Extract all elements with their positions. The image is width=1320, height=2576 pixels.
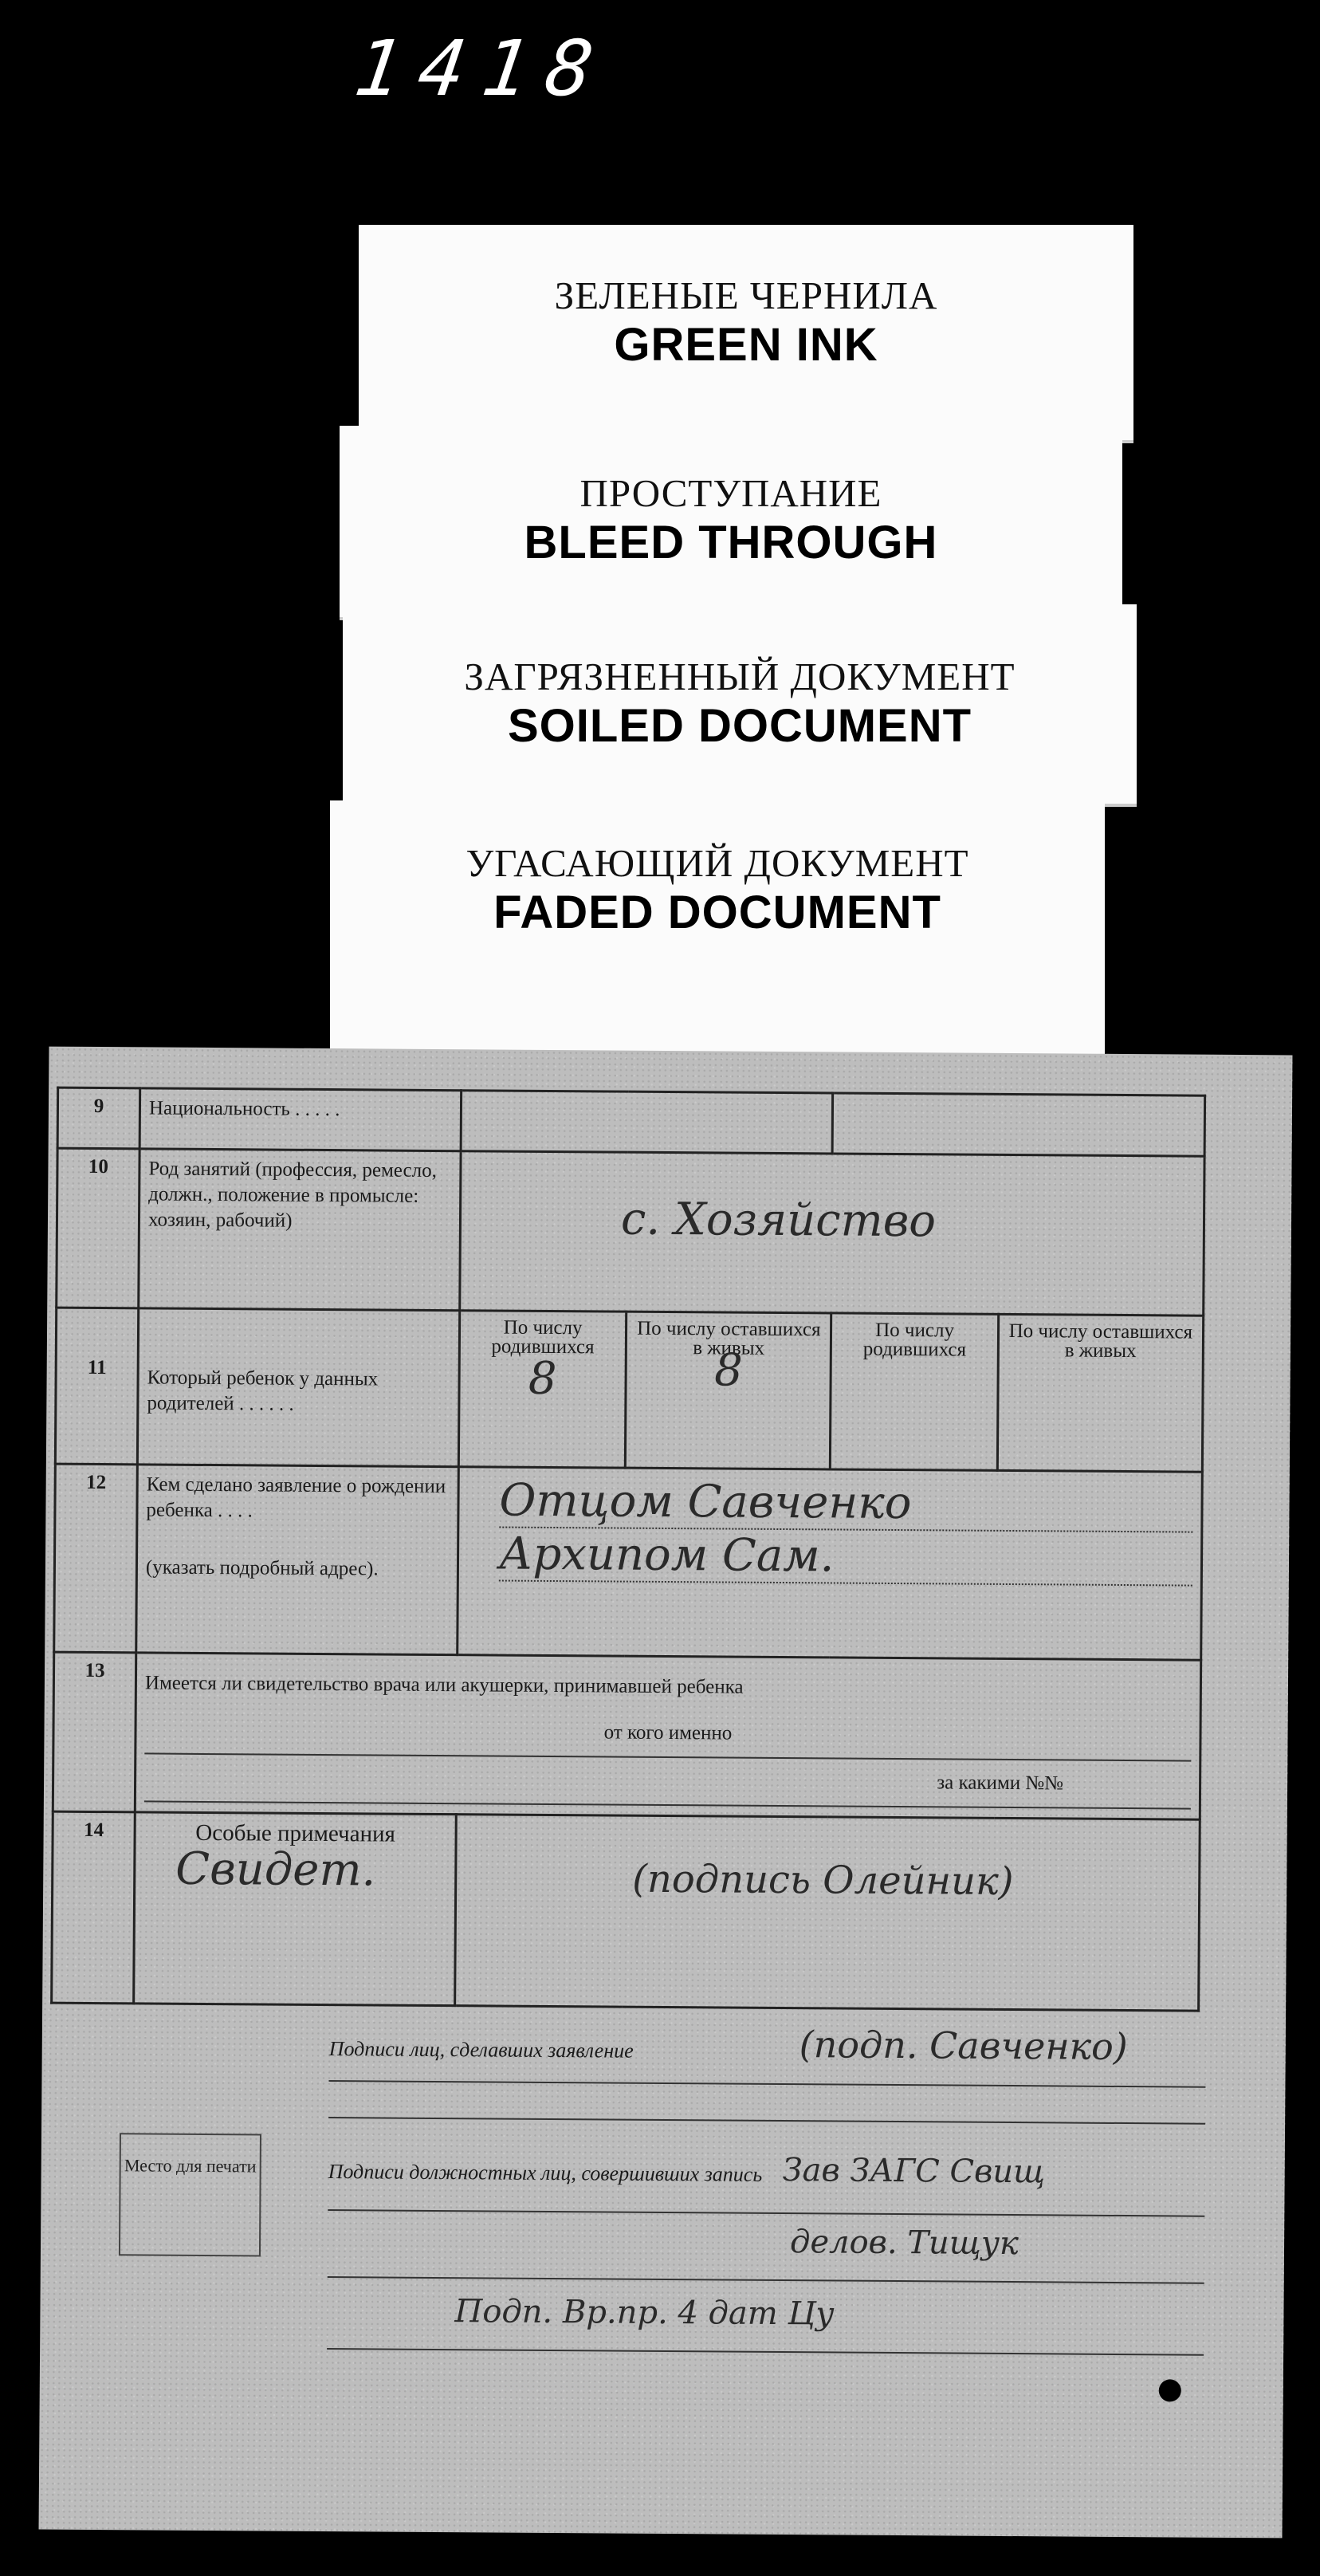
handwritten-official-2: делов. Тищук [789, 2224, 1019, 2263]
target-ru: УГАСАЮЩИЙ ДОКУМЕНТ [466, 841, 969, 885]
row-number: 12 [54, 1464, 138, 1653]
remarks-label: Особые примечания [195, 1819, 396, 1847]
handwritten-official-3: Подп. Вр.пр. 4 дат Цу [454, 2293, 835, 2333]
row-number: 13 [53, 1652, 136, 1812]
subheader: По числу родившихся [862, 1319, 967, 1361]
count-born-2 [831, 1313, 998, 1470]
handwritten-applicant-signature: (подп. Савченко) [799, 2023, 1128, 2069]
handwritten-official-1: Зав ЗАГС Свищ [782, 2152, 1046, 2191]
row-label-line: (указать подробный адрес). [145, 1556, 379, 1580]
stamp-placeholder: Место для печати [119, 2133, 261, 2256]
question-text: Имеется ли свидетельство врача или акушерки, принимавшей ребенка [144, 1672, 744, 1698]
handwritten-address: Архипом Сам. [499, 1528, 1192, 1587]
birth-record-form [39, 1047, 1293, 2539]
ink-dot [1159, 2379, 1181, 2401]
count-living-2 [997, 1314, 1204, 1472]
handwritten-occupation: с. Хозяйство [620, 1193, 937, 1248]
applicants-label: Подписи лиц, сделавших заявление [328, 2037, 634, 2063]
row-label-line: Кем сделано заявление о рождении ребенка . . . . [146, 1473, 446, 1522]
row-value [455, 1815, 1200, 2012]
row-label: Национальность . . . . . [139, 1088, 462, 1151]
target-ru: ЗАГРЯЗНЕННЫЙ ДОКУМЕНТ [464, 655, 1016, 698]
target-ru: ПРОСТУПАНИЕ [579, 471, 882, 515]
target-card-soiled-document [343, 604, 1137, 804]
handwritten-value: 8 [713, 1344, 744, 1397]
officials-label: Подписи должностных лиц, совершивших запись [328, 2160, 763, 2186]
signature-line [328, 2080, 1205, 2088]
signature-line [328, 2276, 1204, 2284]
target-en: SOILED DOCUMENT [507, 700, 972, 752]
row-number: 11 [55, 1308, 138, 1465]
form-row-13 [53, 1652, 1200, 1819]
form-table [50, 1087, 1206, 2012]
row-value [458, 1467, 1203, 1661]
target-ru: ЗЕЛЕНЫЕ ЧЕРНИЛА [554, 273, 938, 317]
form-row-11 [55, 1308, 1203, 1472]
signature-line [328, 2117, 1205, 2125]
subheader: По числу оставшихся в живых [1008, 1319, 1193, 1363]
handwritten-applicant: Отцом Савченко [499, 1475, 1192, 1533]
frame-number: 1418 [349, 24, 617, 113]
target-card-faded-document [330, 800, 1105, 1056]
target-card-bleed-through [340, 426, 1122, 617]
target-card-green-ink [359, 225, 1133, 440]
row-label [134, 1812, 457, 2006]
handwritten-signature: (подпись Олейник) [632, 1856, 1014, 1905]
signature-line [328, 2209, 1204, 2217]
signature-line [327, 2348, 1204, 2356]
row-number: 14 [52, 1811, 136, 2004]
target-en: FADED DOCUMENT [493, 887, 941, 938]
target-en: BLEED THROUGH [524, 517, 938, 568]
question-numbers: за какими №№ [144, 1754, 1191, 1809]
count-living [625, 1312, 831, 1469]
row-label: Род занятий (профессия, ремесло, должн., положение в промысле: хозяин, рабочий) [139, 1149, 461, 1311]
row-value [460, 1151, 1204, 1316]
subheader: По числу родившихся [491, 1316, 595, 1359]
row-label [136, 1465, 459, 1655]
question-from: от кого именно [144, 1706, 1191, 1761]
row-value [833, 1093, 1205, 1156]
row-value [461, 1091, 833, 1154]
row-label: Который ребенок у данных родителей . . . . . . [137, 1308, 459, 1467]
row-question [135, 1653, 1200, 1819]
form-row-9 [57, 1087, 1204, 1156]
row-number: 9 [57, 1087, 140, 1149]
subheader: По числу оставшихся в живых [637, 1317, 821, 1359]
row-number: 10 [57, 1148, 139, 1308]
target-en: GREEN INK [614, 319, 878, 371]
form-row-12 [54, 1464, 1203, 1660]
handwritten-remarks: Свидет. [175, 1843, 376, 1897]
count-born [458, 1311, 626, 1468]
form-row-14 [52, 1811, 1200, 2011]
form-row-10 [57, 1148, 1204, 1316]
handwritten-value: 8 [528, 1352, 557, 1406]
